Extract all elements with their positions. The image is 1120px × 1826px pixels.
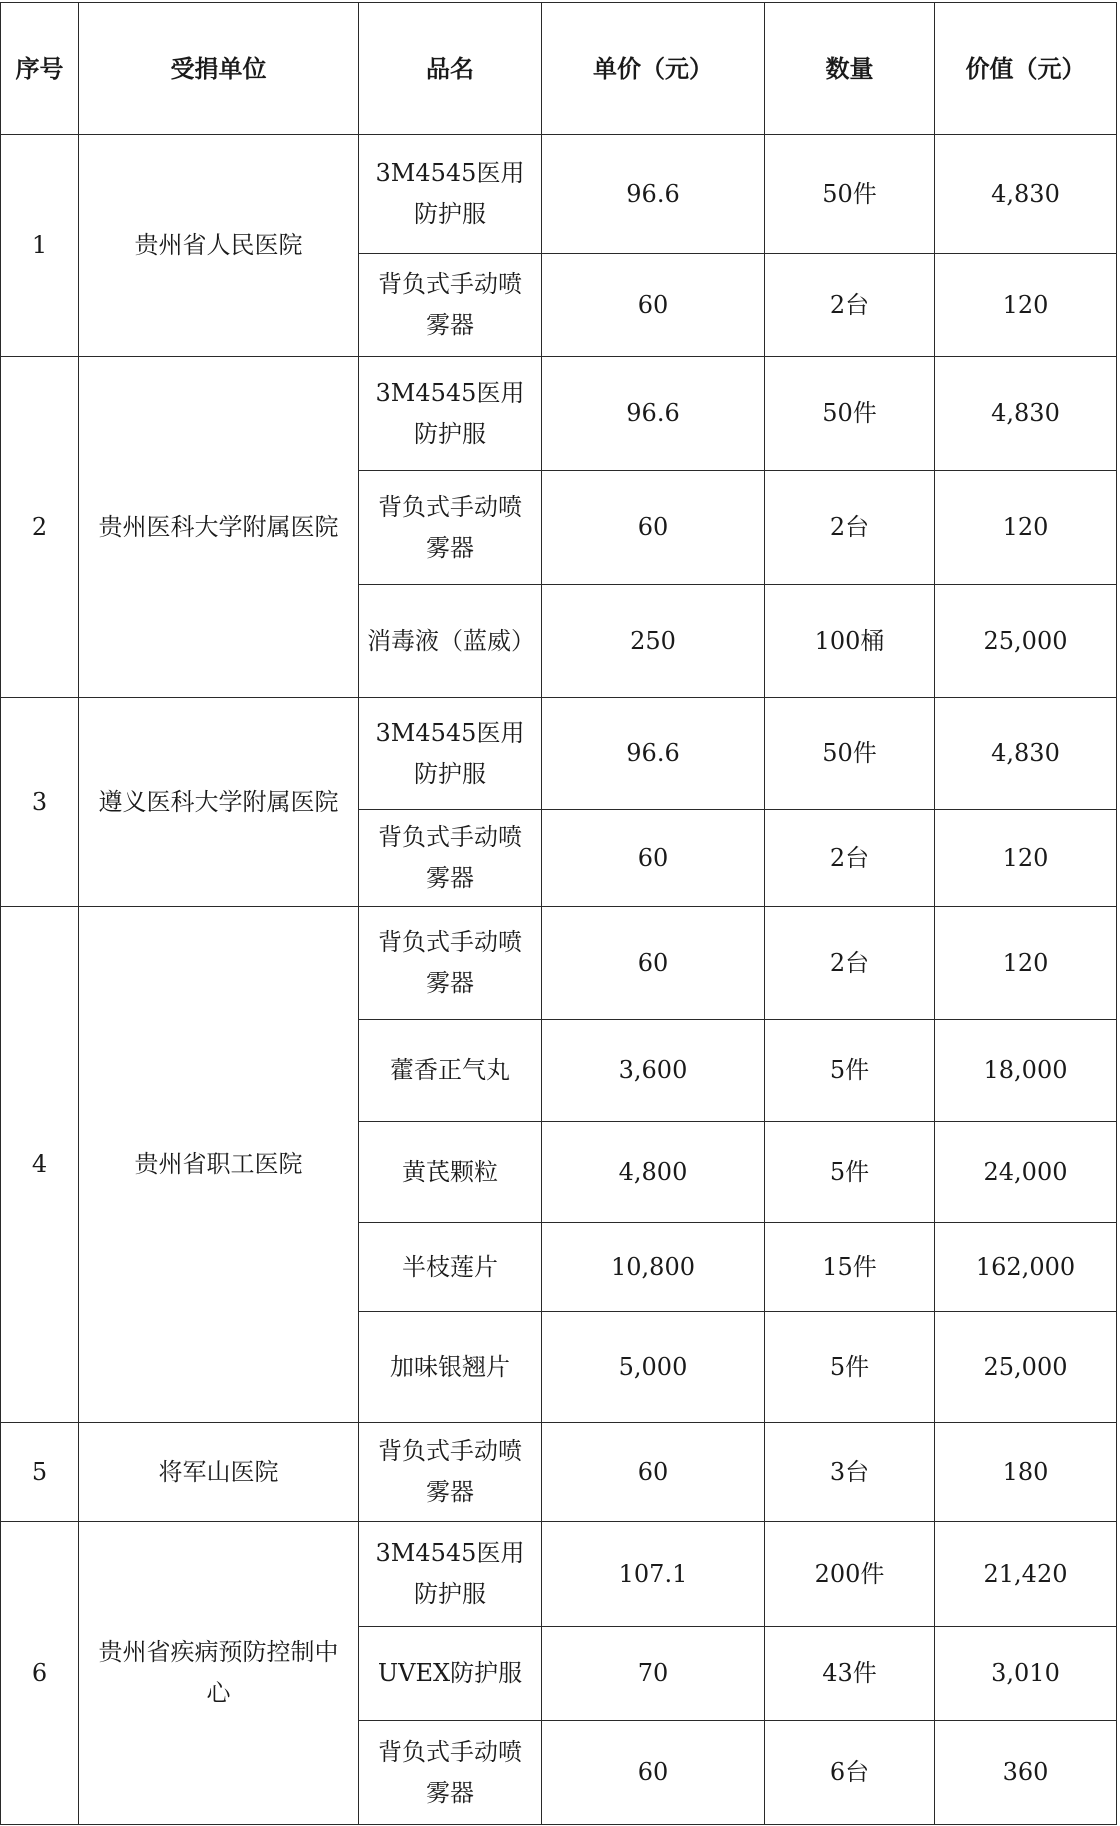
item-cell: 半枝莲片: [359, 1223, 542, 1312]
price-cell: 60: [542, 1721, 765, 1825]
header-item: 品名: [359, 3, 542, 135]
header-recipient: 受捐单位: [79, 3, 359, 135]
price-cell: 96.6: [542, 135, 765, 254]
qty-cell: 50件: [765, 135, 935, 254]
header-unit-price: 单价（元）: [542, 3, 765, 135]
price-cell: 70: [542, 1627, 765, 1721]
item-cell: 加味银翘片: [359, 1312, 542, 1423]
donation-table-wrapper: [0, 2, 1117, 1825]
value-cell: 24,000: [935, 1122, 1117, 1223]
value-cell: 180: [935, 1423, 1117, 1522]
seq-cell: 1: [1, 135, 79, 357]
value-cell: 120: [935, 471, 1117, 585]
qty-cell: 3台: [765, 1423, 935, 1522]
seq-cell: 5: [1, 1423, 79, 1522]
value-cell: 3,010: [935, 1627, 1117, 1721]
value-cell: 25,000: [935, 1312, 1117, 1423]
header-value: 价值（元）: [935, 3, 1117, 135]
seq-cell: 6: [1, 1522, 79, 1825]
price-cell: 96.6: [542, 357, 765, 471]
price-cell: 4,800: [542, 1122, 765, 1223]
recipient-cell: 贵州省人民医院: [79, 135, 359, 357]
value-cell: 360: [935, 1721, 1117, 1825]
seq-cell: 4: [1, 907, 79, 1423]
qty-cell: 43件: [765, 1627, 935, 1721]
value-cell: 18,000: [935, 1020, 1117, 1122]
price-cell: 60: [542, 907, 765, 1020]
price-cell: 107.1: [542, 1522, 765, 1627]
recipient-cell: 贵州省职工医院: [79, 907, 359, 1423]
value-cell: 120: [935, 810, 1117, 907]
item-cell: 背负式手动喷雾器: [359, 1423, 542, 1522]
header-row: [1, 3, 1117, 135]
table-row: [1, 1423, 1117, 1522]
item-cell: UVEX防护服: [359, 1627, 542, 1721]
value-cell: 120: [935, 907, 1117, 1020]
qty-cell: 5件: [765, 1122, 935, 1223]
seq-cell: 3: [1, 698, 79, 907]
table-row: [1, 907, 1117, 1020]
table-row: [1, 357, 1117, 471]
price-cell: 96.6: [542, 698, 765, 810]
seq-cell: 2: [1, 357, 79, 698]
donation-table: [0, 2, 1117, 1825]
qty-cell: 2台: [765, 471, 935, 585]
item-cell: 背负式手动喷雾器: [359, 1721, 542, 1825]
qty-cell: 50件: [765, 357, 935, 471]
value-cell: 4,830: [935, 135, 1117, 254]
value-cell: 120: [935, 254, 1117, 357]
value-cell: 4,830: [935, 698, 1117, 810]
item-cell: 3M4545医用防护服: [359, 698, 542, 810]
table-row: [1, 135, 1117, 254]
item-cell: 黄芪颗粒: [359, 1122, 542, 1223]
item-cell: 背负式手动喷雾器: [359, 810, 542, 907]
qty-cell: 15件: [765, 1223, 935, 1312]
value-cell: 4,830: [935, 357, 1117, 471]
value-cell: 162,000: [935, 1223, 1117, 1312]
price-cell: 250: [542, 585, 765, 698]
price-cell: 3,600: [542, 1020, 765, 1122]
recipient-cell: 贵州省疾病预防控制中心: [79, 1522, 359, 1825]
value-cell: 21,420: [935, 1522, 1117, 1627]
qty-cell: 50件: [765, 698, 935, 810]
header-quantity: 数量: [765, 3, 935, 135]
value-cell: 25,000: [935, 585, 1117, 698]
price-cell: 60: [542, 1423, 765, 1522]
item-cell: 3M4545医用防护服: [359, 135, 542, 254]
item-cell: 背负式手动喷雾器: [359, 471, 542, 585]
table-row: [1, 698, 1117, 810]
item-cell: 3M4545医用防护服: [359, 1522, 542, 1627]
qty-cell: 6台: [765, 1721, 935, 1825]
item-cell: 背负式手动喷雾器: [359, 907, 542, 1020]
price-cell: 10,800: [542, 1223, 765, 1312]
recipient-cell: 遵义医科大学附属医院: [79, 698, 359, 907]
qty-cell: 2台: [765, 907, 935, 1020]
item-cell: 背负式手动喷雾器: [359, 254, 542, 357]
qty-cell: 2台: [765, 810, 935, 907]
recipient-cell: 将军山医院: [79, 1423, 359, 1522]
price-cell: 60: [542, 471, 765, 585]
header-seq: 序号: [1, 3, 79, 135]
item-cell: 3M4545医用防护服: [359, 357, 542, 471]
qty-cell: 200件: [765, 1522, 935, 1627]
item-cell: 消毒液（蓝威）: [359, 585, 542, 698]
recipient-cell: 贵州医科大学附属医院: [79, 357, 359, 698]
qty-cell: 100桶: [765, 585, 935, 698]
qty-cell: 5件: [765, 1020, 935, 1122]
qty-cell: 5件: [765, 1312, 935, 1423]
table-row: [1, 1522, 1117, 1627]
item-cell: 藿香正气丸: [359, 1020, 542, 1122]
qty-cell: 2台: [765, 254, 935, 357]
price-cell: 60: [542, 810, 765, 907]
price-cell: 60: [542, 254, 765, 357]
price-cell: 5,000: [542, 1312, 765, 1423]
